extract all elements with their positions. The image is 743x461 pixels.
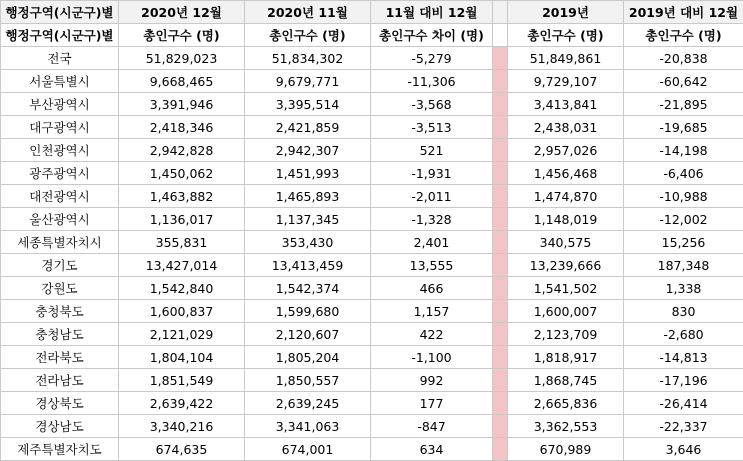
- cell-dec-2020: 1,542,840: [119, 277, 245, 300]
- cell-2019-diff: -19,685: [624, 116, 743, 139]
- cell-nov-2020: 51,834,302: [245, 47, 371, 70]
- cell-dec-2020: 2,639,422: [119, 392, 245, 415]
- cell-region: 강원도: [1, 277, 119, 300]
- cell-nov-2020: 1,542,374: [245, 277, 371, 300]
- cell-2019-diff: -14,813: [624, 346, 743, 369]
- header-2019: 2019년: [508, 1, 624, 24]
- gap-column: [493, 254, 508, 277]
- cell-diff: 1,157: [371, 300, 493, 323]
- cell-2019: 3,413,841: [508, 93, 624, 116]
- cell-2019: 1,600,007: [508, 300, 624, 323]
- cell-2019-diff: -12,002: [624, 208, 743, 231]
- cell-diff: 634: [371, 438, 493, 461]
- cell-dec-2020: 13,427,014: [119, 254, 245, 277]
- cell-region: 대전광역시: [1, 185, 119, 208]
- cell-diff: -3,513: [371, 116, 493, 139]
- cell-2019-diff: 3,646: [624, 438, 743, 461]
- gap-column: [493, 438, 508, 461]
- cell-2019-diff: -21,895: [624, 93, 743, 116]
- cell-2019: 340,575: [508, 231, 624, 254]
- cell-dec-2020: 9,668,465: [119, 70, 245, 93]
- cell-region: 부산광역시: [1, 93, 119, 116]
- cell-nov-2020: 2,421,859: [245, 116, 371, 139]
- cell-region: 전국: [1, 47, 119, 70]
- gap-column: [493, 24, 508, 47]
- gap-column: [493, 300, 508, 323]
- cell-nov-2020: 3,341,063: [245, 415, 371, 438]
- cell-2019-diff: 187,348: [624, 254, 743, 277]
- gap-column: [493, 47, 508, 70]
- cell-diff: -1,328: [371, 208, 493, 231]
- header-nov-2020: 2020년 11월: [245, 1, 371, 24]
- cell-region: 경상북도: [1, 392, 119, 415]
- cell-diff: 992: [371, 369, 493, 392]
- table-row: [1, 162, 743, 185]
- cell-region: 인천광역시: [1, 139, 119, 162]
- header-row-2: [1, 24, 743, 47]
- cell-dec-2020: 3,340,216: [119, 415, 245, 438]
- cell-diff: 521: [371, 139, 493, 162]
- table-body: [1, 47, 743, 461]
- cell-region: 전라남도: [1, 369, 119, 392]
- cell-2019: 1,148,019: [508, 208, 624, 231]
- cell-nov-2020: 1,451,993: [245, 162, 371, 185]
- subheader-nov-2020: 총인구수 (명): [245, 24, 371, 47]
- cell-2019: 2,957,026: [508, 139, 624, 162]
- cell-2019-diff: 830: [624, 300, 743, 323]
- cell-diff: 177: [371, 392, 493, 415]
- table-row: [1, 208, 743, 231]
- cell-2019-diff: -26,414: [624, 392, 743, 415]
- gap-column: [493, 1, 508, 24]
- cell-dec-2020: 2,418,346: [119, 116, 245, 139]
- cell-2019: 2,438,031: [508, 116, 624, 139]
- cell-region: 충청남도: [1, 323, 119, 346]
- cell-2019-diff: 1,338: [624, 277, 743, 300]
- header-nov-dec-diff: 11월 대비 12월: [371, 1, 493, 24]
- cell-region: 광주광역시: [1, 162, 119, 185]
- table-row: [1, 300, 743, 323]
- header-region: 행정구역(시군구)별: [1, 1, 119, 24]
- table-row: [1, 369, 743, 392]
- cell-2019: 2,123,709: [508, 323, 624, 346]
- cell-dec-2020: 1,136,017: [119, 208, 245, 231]
- table-row: [1, 70, 743, 93]
- gap-column: [493, 346, 508, 369]
- gap-column: [493, 139, 508, 162]
- subheader-dec-2020: 총인구수 (명): [119, 24, 245, 47]
- table-row: [1, 346, 743, 369]
- gap-column: [493, 162, 508, 185]
- cell-region: 충청북도: [1, 300, 119, 323]
- cell-diff: -1,100: [371, 346, 493, 369]
- cell-diff: 13,555: [371, 254, 493, 277]
- cell-dec-2020: 1,450,062: [119, 162, 245, 185]
- cell-2019: 9,729,107: [508, 70, 624, 93]
- cell-dec-2020: 1,463,882: [119, 185, 245, 208]
- cell-2019-diff: -22,337: [624, 415, 743, 438]
- cell-diff: -3,568: [371, 93, 493, 116]
- cell-diff: -1,931: [371, 162, 493, 185]
- header-2019-diff: 2019년 대비 12월: [624, 1, 743, 24]
- gap-column: [493, 369, 508, 392]
- cell-2019: 3,362,553: [508, 415, 624, 438]
- header-dec-2020: 2020년 12월: [119, 1, 245, 24]
- cell-2019-diff: -10,988: [624, 185, 743, 208]
- gap-column: [493, 392, 508, 415]
- cell-2019: 51,849,861: [508, 47, 624, 70]
- cell-dec-2020: 674,635: [119, 438, 245, 461]
- table-row: [1, 116, 743, 139]
- cell-diff: 422: [371, 323, 493, 346]
- cell-nov-2020: 1,465,893: [245, 185, 371, 208]
- cell-nov-2020: 3,395,514: [245, 93, 371, 116]
- table-row: [1, 47, 743, 70]
- cell-diff: -2,011: [371, 185, 493, 208]
- cell-nov-2020: 2,120,607: [245, 323, 371, 346]
- table-row: [1, 438, 743, 461]
- cell-dec-2020: 2,942,828: [119, 139, 245, 162]
- cell-nov-2020: 1,805,204: [245, 346, 371, 369]
- cell-dec-2020: 1,851,549: [119, 369, 245, 392]
- cell-region: 제주특별자치도: [1, 438, 119, 461]
- subheader-region: 행정구역(시군구)별: [1, 24, 119, 47]
- cell-2019-diff: -20,838: [624, 47, 743, 70]
- cell-2019-diff: -6,406: [624, 162, 743, 185]
- table-row: [1, 231, 743, 254]
- cell-2019: 1,541,502: [508, 277, 624, 300]
- header-row-1: [1, 1, 743, 24]
- cell-diff: -11,306: [371, 70, 493, 93]
- gap-column: [493, 231, 508, 254]
- table-row: [1, 254, 743, 277]
- gap-column: [493, 185, 508, 208]
- table-row: [1, 93, 743, 116]
- cell-region: 세종특별자치시: [1, 231, 119, 254]
- cell-2019: 1,868,745: [508, 369, 624, 392]
- cell-nov-2020: 1,599,680: [245, 300, 371, 323]
- cell-nov-2020: 353,430: [245, 231, 371, 254]
- table-row: [1, 392, 743, 415]
- gap-column: [493, 70, 508, 93]
- cell-region: 전라북도: [1, 346, 119, 369]
- cell-2019: 1,456,468: [508, 162, 624, 185]
- table-row: [1, 323, 743, 346]
- cell-2019-diff: -14,198: [624, 139, 743, 162]
- gap-column: [493, 93, 508, 116]
- cell-region: 경상남도: [1, 415, 119, 438]
- gap-column: [493, 415, 508, 438]
- cell-dec-2020: 1,804,104: [119, 346, 245, 369]
- cell-diff: -5,279: [371, 47, 493, 70]
- table-row: [1, 415, 743, 438]
- table-header: [1, 1, 743, 47]
- cell-2019-diff: 15,256: [624, 231, 743, 254]
- table-row: [1, 139, 743, 162]
- cell-diff: 466: [371, 277, 493, 300]
- cell-nov-2020: 13,413,459: [245, 254, 371, 277]
- cell-region: 대구광역시: [1, 116, 119, 139]
- cell-2019: 1,474,870: [508, 185, 624, 208]
- subheader-2019: 총인구수 (명): [508, 24, 624, 47]
- cell-diff: -847: [371, 415, 493, 438]
- table-row: [1, 185, 743, 208]
- cell-2019-diff: -60,642: [624, 70, 743, 93]
- cell-nov-2020: 9,679,771: [245, 70, 371, 93]
- gap-column: [493, 116, 508, 139]
- cell-2019: 13,239,666: [508, 254, 624, 277]
- cell-dec-2020: 2,121,029: [119, 323, 245, 346]
- cell-region: 울산광역시: [1, 208, 119, 231]
- cell-region: 경기도: [1, 254, 119, 277]
- table-row: [1, 277, 743, 300]
- cell-2019: 1,818,917: [508, 346, 624, 369]
- cell-region: 서울특별시: [1, 70, 119, 93]
- cell-diff: 2,401: [371, 231, 493, 254]
- cell-nov-2020: 2,942,307: [245, 139, 371, 162]
- gap-column: [493, 208, 508, 231]
- cell-dec-2020: 51,829,023: [119, 47, 245, 70]
- cell-dec-2020: 355,831: [119, 231, 245, 254]
- subheader-2019-diff: 총인구수 (명): [624, 24, 743, 47]
- gap-column: [493, 277, 508, 300]
- cell-2019-diff: -17,196: [624, 369, 743, 392]
- cell-nov-2020: 1,137,345: [245, 208, 371, 231]
- cell-nov-2020: 2,639,245: [245, 392, 371, 415]
- cell-dec-2020: 3,391,946: [119, 93, 245, 116]
- cell-nov-2020: 1,850,557: [245, 369, 371, 392]
- cell-dec-2020: 1,600,837: [119, 300, 245, 323]
- cell-nov-2020: 674,001: [245, 438, 371, 461]
- cell-2019-diff: -2,680: [624, 323, 743, 346]
- cell-2019: 2,665,836: [508, 392, 624, 415]
- subheader-nov-dec-diff: 총인구수 차이 (명): [371, 24, 493, 47]
- cell-2019: 670,989: [508, 438, 624, 461]
- gap-column: [493, 323, 508, 346]
